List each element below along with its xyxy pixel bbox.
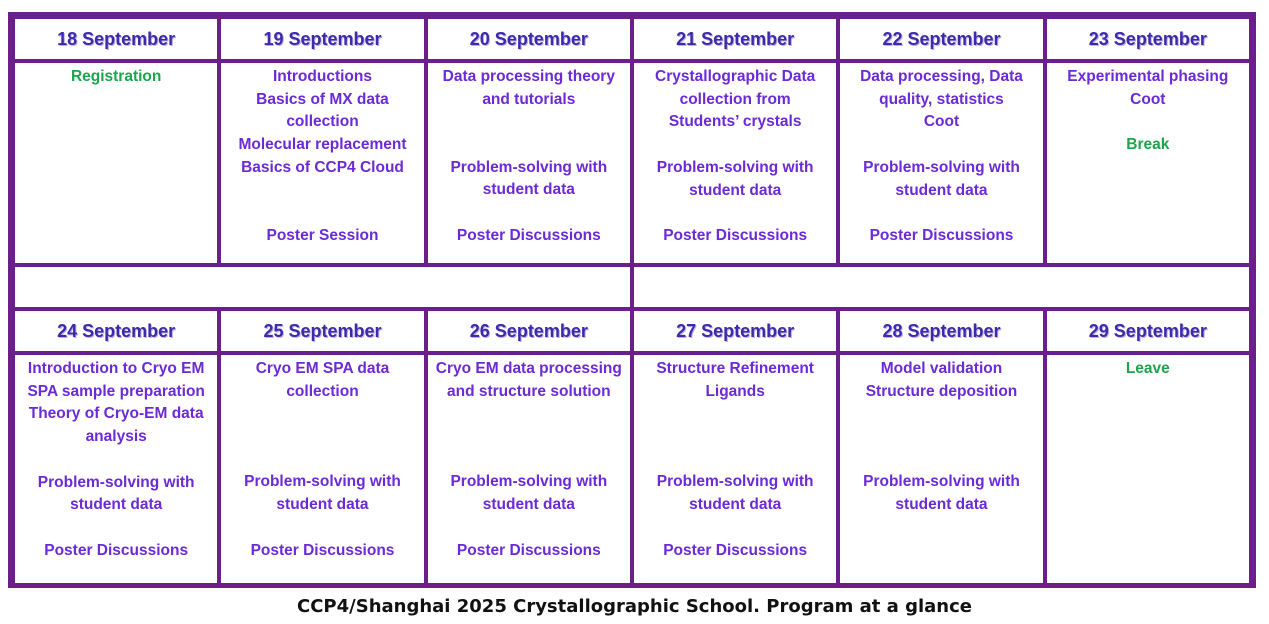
blank-line [840, 449, 1042, 472]
activity-line: Data processing theory [442, 68, 615, 85]
schedule-grid [13, 17, 1251, 583]
activity-line: Basics of CCP4 Cloud [241, 158, 404, 176]
day-header: 27 September [632, 309, 838, 353]
blank-line [634, 403, 836, 426]
activity-line: student data [276, 496, 369, 514]
activity-line: Problem-solving with [37, 473, 195, 491]
activity-line: Students’ crystals [668, 113, 802, 131]
activity-line: Basics of MX data [256, 90, 389, 108]
day-activities-cell [838, 61, 1044, 265]
blank-line [428, 426, 630, 449]
activity-line: Problem-solving with [656, 158, 814, 176]
activity-line: Cryo EM SPA data [255, 360, 390, 377]
activity-line: and structure solution [447, 382, 611, 400]
day-header: 24 September [13, 309, 219, 353]
activity-line: Poster Discussions [456, 541, 601, 559]
week-separator-row [632, 265, 1251, 309]
blank-line [221, 202, 423, 225]
activity-line: Poster Discussions [456, 226, 601, 244]
day-activities-cell [632, 353, 838, 585]
activity-line: Problem-solving with [450, 473, 608, 491]
week-separator-row [13, 265, 632, 309]
activity-line: Crystallographic Data [655, 68, 816, 85]
day-header: 29 September [1045, 309, 1251, 353]
activity-line: Registration [70, 68, 162, 85]
blank-line [221, 403, 423, 426]
activity-line: Problem-solving with [656, 473, 814, 491]
activity-line: Poster Session [266, 226, 379, 244]
day-header: 26 September [426, 309, 632, 353]
activity-line: Data processing, Data [860, 68, 1023, 85]
day-header: 18 September [13, 17, 219, 61]
activity-line: SPA sample preparation [27, 382, 205, 400]
blank-line [221, 449, 423, 472]
activity-line: Break [1126, 136, 1170, 154]
blank-line [221, 180, 423, 203]
activity-line: Problem-solving with [244, 473, 401, 491]
blank-line [428, 403, 630, 426]
activity-line: student data [689, 496, 782, 514]
blank-line [634, 202, 836, 225]
blank-line [840, 403, 1042, 426]
activity-line: Poster Discussions [250, 541, 395, 559]
day-activities-cell [1045, 61, 1251, 265]
activity-line: student data [895, 496, 988, 514]
day-activities-cell [13, 61, 219, 265]
blank-line [428, 111, 630, 134]
blank-line [15, 517, 217, 540]
table-caption: CCP4/Shanghai 2025 Crystallographic School. Program at a glance [297, 596, 972, 617]
activity-line: Leave [1125, 360, 1170, 377]
blank-line [221, 426, 423, 449]
blank-line [221, 517, 423, 540]
activity-line: student data [482, 181, 575, 199]
schedule-table [8, 12, 1256, 588]
activity-line: Experimental phasing [1067, 68, 1229, 85]
activity-line: Model validation [880, 360, 1003, 377]
blank-line [1047, 111, 1249, 134]
day-activities-cell [13, 353, 219, 585]
activity-line: student data [482, 496, 575, 514]
blank-line [634, 426, 836, 449]
day-activities-cell [426, 353, 632, 585]
day-header: 22 September [838, 17, 1044, 61]
activity-line: Theory of Cryo-EM data [28, 405, 204, 423]
activity-line: and tutorials [482, 90, 576, 108]
day-activities-cell [632, 61, 838, 265]
day-activities-cell [1045, 353, 1251, 585]
blank-line [634, 517, 836, 540]
activity-line: Problem-solving with [863, 473, 1020, 491]
day-activities-cell [219, 61, 425, 265]
activity-line: student data [895, 181, 988, 199]
blank-line [840, 426, 1042, 449]
blank-line [15, 449, 217, 472]
activity-line: student data [70, 496, 163, 514]
day-activities-cell [219, 353, 425, 585]
activity-line: collection [286, 113, 359, 131]
day-header: 25 September [219, 309, 425, 353]
blank-line [840, 202, 1042, 225]
activity-line: Coot [1130, 90, 1166, 108]
activity-line: Problem-solving with [450, 158, 608, 176]
day-activities-cell [426, 61, 632, 265]
blank-line [634, 134, 836, 157]
activity-line: Structure Refinement [656, 360, 814, 377]
activity-line: Cryo EM data processing [435, 360, 622, 377]
activity-line: analysis [85, 428, 147, 446]
activity-line: Poster Discussions [869, 226, 1014, 244]
activity-line: quality, statistics [879, 90, 1004, 108]
day-header: 20 September [426, 17, 632, 61]
day-activities-cell [838, 353, 1044, 585]
activity-line: Introductions [272, 68, 372, 85]
blank-line [428, 517, 630, 540]
blank-line [428, 202, 630, 225]
day-header: 19 September [219, 17, 425, 61]
activity-line: collection from [679, 90, 791, 108]
day-header: 23 September [1045, 17, 1251, 61]
day-header: 28 September [838, 309, 1044, 353]
activity-line: Problem-solving with [863, 158, 1020, 176]
blank-line [840, 134, 1042, 157]
day-header: 21 September [632, 17, 838, 61]
activity-line: Poster Discussions [663, 541, 808, 559]
activity-line: student data [689, 181, 782, 199]
activity-line: Coot [923, 113, 960, 131]
activity-line: Poster Discussions [663, 226, 808, 244]
activity-line: Introduction to Cryo EM [27, 360, 205, 377]
activity-line: Ligands [705, 382, 765, 400]
activity-line: Poster Discussions [44, 541, 189, 559]
activity-line: Structure deposition [865, 382, 1018, 400]
activity-line: collection [286, 382, 359, 400]
activity-line: Molecular replacement [238, 136, 407, 154]
blank-line [634, 449, 836, 472]
blank-line [428, 449, 630, 472]
blank-line [428, 134, 630, 157]
